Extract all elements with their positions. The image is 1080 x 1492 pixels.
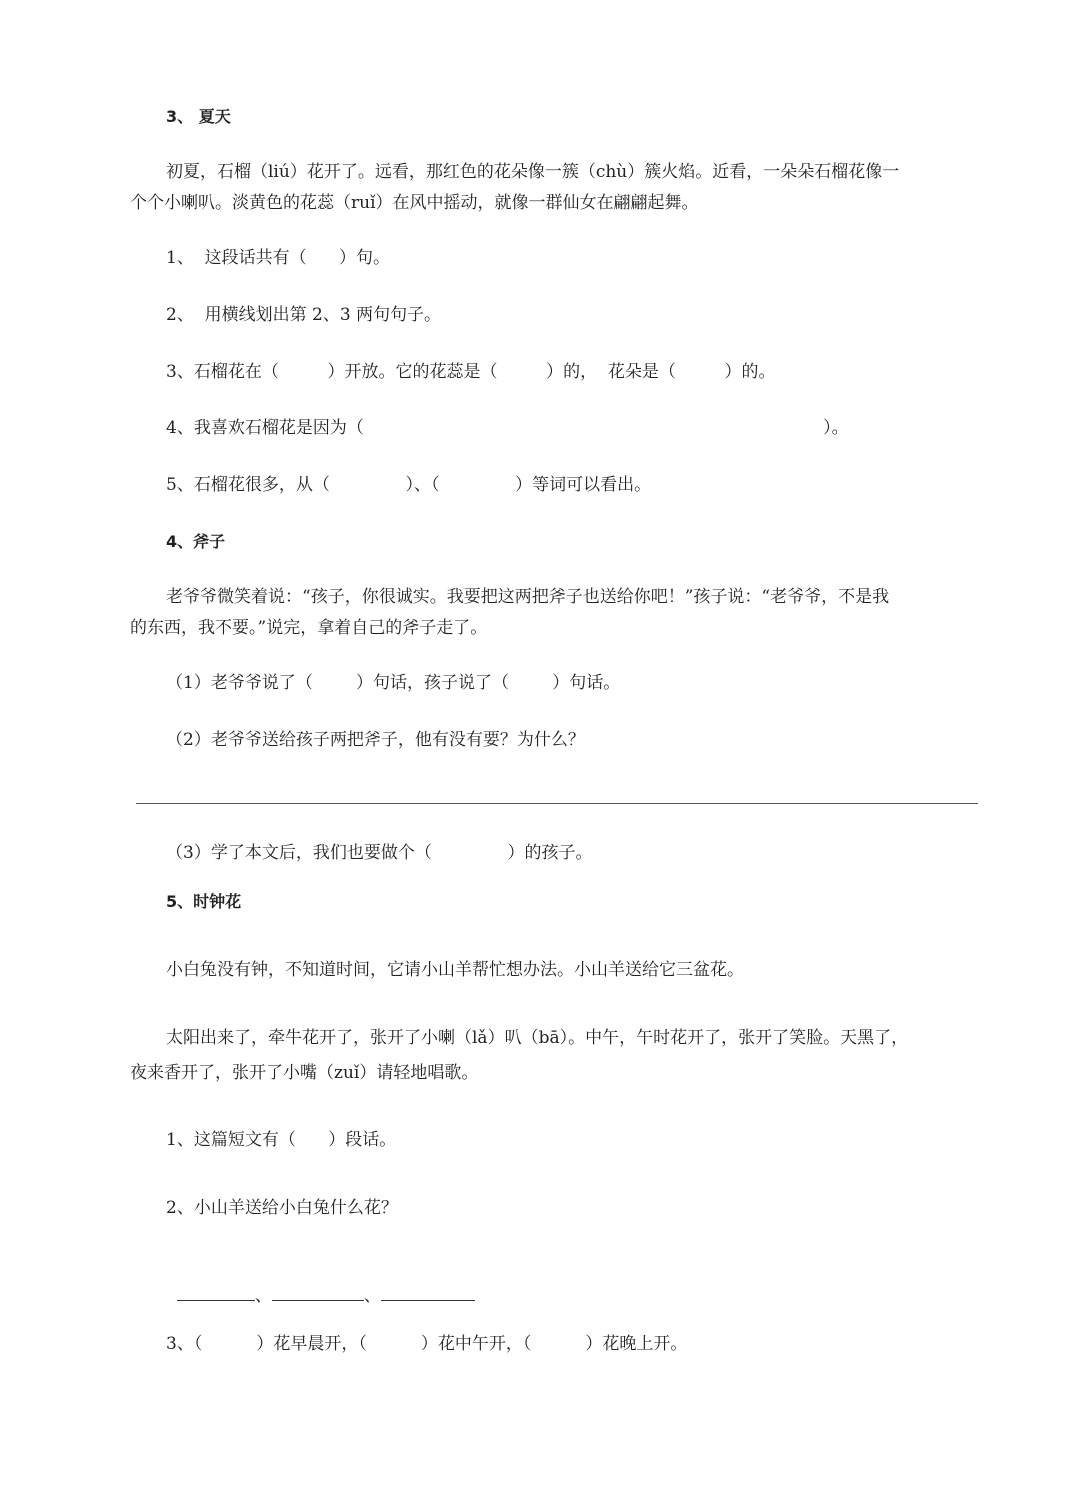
section-4-paragraph-line-2: 的东西，我不要。”说完，拿着自己的斧子走了。	[130, 618, 488, 638]
section-3-question-5: 5、石榴花很多，从（ ）、（ ）等词可以看出。	[166, 475, 652, 495]
blank-separator-2: 、	[363, 1286, 381, 1306]
answer-blank-2[interactable]	[272, 1300, 364, 1301]
section-4-question-3: （3）学了本文后，我们也要做个（ ）的孩子。	[166, 843, 593, 863]
answer-blank-1[interactable]	[177, 1300, 255, 1301]
section-3-paragraph-line-2: 个个小喇叭。淡黄色的花蕊（ruǐ）在风中摇动，就像一群仙女在翩翩起舞。	[130, 193, 699, 213]
section-4-heading: 4、斧子	[166, 532, 226, 551]
section-5-question-3: 3、（ ）花早晨开，（ ）花中午开，（ ）花晚上开。	[166, 1334, 688, 1354]
section-3-paragraph-line-1: 初夏，石榴（liú）花开了。远看，那红色的花朵像一簇（chù）簇火焰。近看，一朵朵石榴花像一	[166, 162, 900, 182]
section-5-question-1: 1、这篇短文有（ ）段话。	[166, 1130, 397, 1150]
section-4-question-2: （2）老爷爷送给孩子两把斧子，他有没有要？为什么？	[166, 730, 585, 750]
section-3-question-2: 2、 用横线划出第 2、3 两句句子。	[166, 305, 442, 325]
section-5-question-2: 2、小山羊送给小白兔什么花？	[166, 1198, 398, 1218]
section-3-question-4: 4、我喜欢石榴花是因为（ ）。	[166, 418, 849, 438]
section-5-paragraph-2-line-2: 夜来香开了，张开了小嘴（zuǐ）请轻地唱歌。	[130, 1063, 479, 1083]
blank-separator-1: 、	[254, 1286, 272, 1306]
answer-blanks	[166, 1266, 475, 1306]
section-3-heading: 3、 夏天	[166, 107, 231, 126]
section-3-question-1: 1、 这段话共有（ ）句。	[166, 248, 391, 268]
answer-blank-3[interactable]	[381, 1300, 475, 1301]
section-5-paragraph-2-line-1: 太阳出来了，牵牛花开了，张开了小喇（lǎ）叭（bā）。中午，午时花开了，张开了笑脸。天黑了，	[166, 1028, 909, 1048]
section-5-heading: 5、时钟花	[166, 892, 242, 911]
section-4-paragraph-line-1: 老爷爷微笑着说：“孩子，你很诚实。我要把这两把斧子也送给你吧！”孩子说：“老爷爷，不是我	[166, 587, 890, 607]
section-4-question-1: （1）老爷爷说了（ ）句话，孩子说了（ ）句话。	[166, 673, 621, 693]
answer-rule	[136, 803, 978, 804]
section-5-paragraph-1: 小白兔没有钟，不知道时间，它请小山羊帮忙想办法。小山羊送给它三盆花。	[166, 960, 744, 980]
section-3-question-3: 3、石榴花在（ ）开放。它的花蕊是（ ）的， 花朵是（ ）的。	[166, 362, 776, 382]
